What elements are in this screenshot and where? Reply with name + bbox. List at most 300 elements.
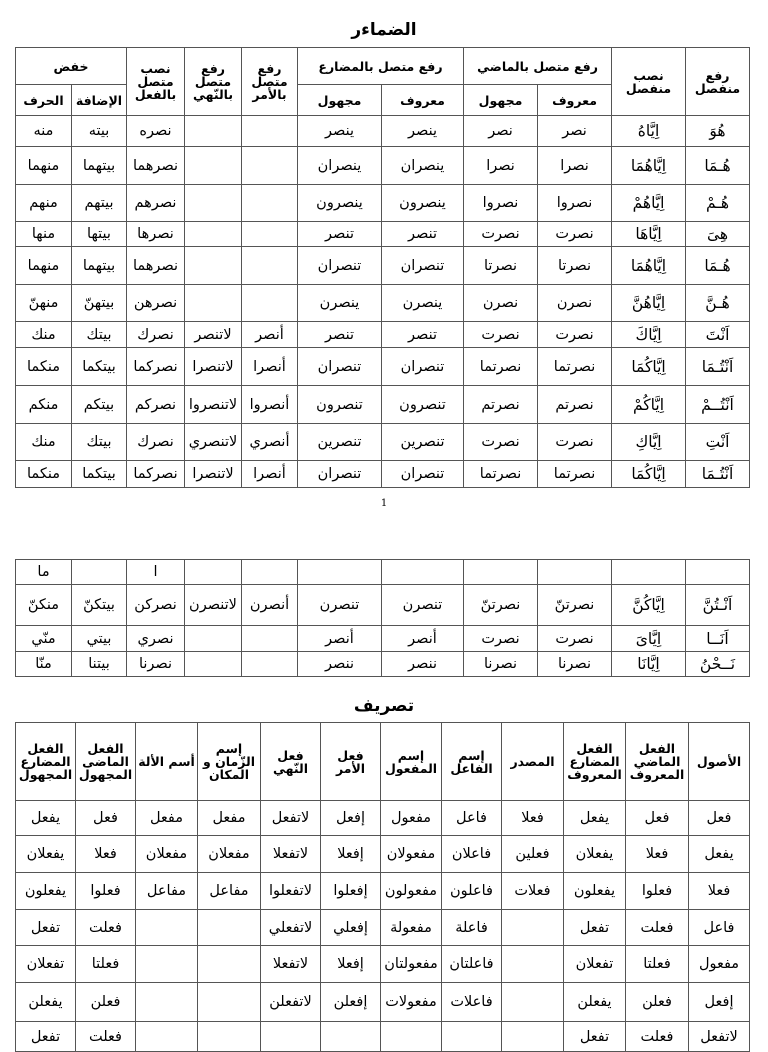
- table-cell: ينصرن: [298, 285, 382, 322]
- tasrif-header-cell: فعل الأمر: [321, 723, 381, 801]
- table-row: [16, 873, 750, 910]
- table-cell: تنصر: [298, 322, 382, 348]
- table-cell: فعلين: [502, 836, 564, 873]
- table-cell: [464, 560, 538, 585]
- table-cell: [136, 1022, 198, 1052]
- table-cell: [242, 626, 298, 652]
- header-row-1: [16, 48, 750, 85]
- table-cell: مفاعل: [136, 873, 198, 910]
- table-cell: نصركن: [127, 585, 185, 626]
- table-cell: [242, 560, 298, 585]
- header-raf-munfasil: رفع منفصل: [686, 48, 750, 116]
- table-cell: تفعلان: [16, 946, 76, 983]
- pronoun-cell: هُوَ: [686, 116, 750, 147]
- table-cell: [242, 116, 298, 147]
- table-cell: بيتها: [72, 222, 127, 247]
- pronouns-table: [15, 47, 750, 488]
- header-madi-majhul: مجهول: [464, 85, 538, 116]
- table-cell: يفعل: [689, 836, 750, 873]
- pronoun-cell: هُـنَّ: [686, 285, 750, 322]
- table-cell: منه: [16, 116, 72, 147]
- table-cell: لاتفعلا: [261, 946, 321, 983]
- table-cell: نصرهن: [127, 285, 185, 322]
- table-cell: نصرتما: [464, 461, 538, 488]
- table-row: [16, 1022, 750, 1052]
- table-cell: بيتك: [72, 322, 127, 348]
- table-cell: [242, 147, 298, 185]
- table-cell: فعلت: [626, 910, 689, 946]
- table-cell: نصرهما: [127, 147, 185, 185]
- table-cell: تفعل: [16, 910, 76, 946]
- table-cell: تنصرين: [298, 424, 382, 461]
- pronouns-body-continued: [16, 560, 750, 677]
- table-cell: فاعل: [442, 801, 502, 836]
- table-cell: منهما: [16, 147, 72, 185]
- tasrif-body: [16, 723, 750, 1052]
- table-cell: [136, 910, 198, 946]
- tasrif-header-cell: الفعل الماضى المجهول: [76, 723, 136, 801]
- table-cell: بيتهم: [72, 185, 127, 222]
- table-cell: فعلن: [626, 983, 689, 1022]
- table-cell: اِيَّاكِ: [612, 424, 686, 461]
- header-raf-nahy: رفع متصل بالنّهي: [185, 48, 242, 116]
- table-cell: تفعل: [16, 1022, 76, 1052]
- pronoun-cell: نَــحْنُ: [686, 652, 750, 677]
- table-cell: فعلات: [502, 873, 564, 910]
- table-cell: نصركما: [127, 348, 185, 386]
- table-cell: اِيَّاهُمَا: [612, 147, 686, 185]
- table-cell: [72, 560, 127, 585]
- table-cell: فاعلتان: [442, 946, 502, 983]
- table-row: [16, 424, 750, 461]
- table-cell: نصرن: [538, 285, 612, 322]
- tasrif-header-cell: إسم المفعول: [381, 723, 442, 801]
- table-cell: اِيَّاكُمَا: [612, 461, 686, 488]
- table-cell: [185, 626, 242, 652]
- table-cell: نصرها: [127, 222, 185, 247]
- table-cell: فعلا: [689, 873, 750, 910]
- tasrif-header-row: [16, 723, 750, 801]
- table-cell: منك: [16, 424, 72, 461]
- table-cell: إفعل: [321, 801, 381, 836]
- table-cell: فعلوا: [626, 873, 689, 910]
- table-cell: [502, 910, 564, 946]
- table-cell: إفعلي: [321, 910, 381, 946]
- table-cell: [242, 652, 298, 677]
- table-cell: فعلا: [76, 836, 136, 873]
- tasrif-header-cell: أسم الألة: [136, 723, 198, 801]
- table-cell: فاعل: [689, 910, 750, 946]
- table-cell: منّي: [16, 626, 72, 652]
- table-cell: أنصروا: [242, 386, 298, 424]
- header-idafa: الإضافة: [72, 85, 127, 116]
- table-cell: إفعلوا: [321, 873, 381, 910]
- table-cell: لاتفعلي: [261, 910, 321, 946]
- pronoun-cell: هُـمْ: [686, 185, 750, 222]
- table-cell: [242, 222, 298, 247]
- table-cell: نصرنا: [464, 652, 538, 677]
- table-cell: [502, 1022, 564, 1052]
- table-cell: اِيَّاكَ: [612, 322, 686, 348]
- header-raf-madi: رفع متصل بالماضي: [464, 48, 612, 85]
- table-cell: نصري: [127, 626, 185, 652]
- table-cell: بيتكما: [72, 461, 127, 488]
- table-cell: [612, 560, 686, 585]
- table-cell: منهما: [16, 247, 72, 285]
- table-cell: نصرتما: [464, 348, 538, 386]
- table-cell: تنصران: [298, 348, 382, 386]
- table-cell: نصرهما: [127, 247, 185, 285]
- table-cell: يفعلان: [16, 836, 76, 873]
- table-cell: لاتنصروا: [185, 386, 242, 424]
- header-harf: الحرف: [16, 85, 72, 116]
- table-cell: [185, 652, 242, 677]
- table-cell: اِيَّاكُمَا: [612, 348, 686, 386]
- table-row: [16, 626, 750, 652]
- table-cell: اِيَّاهَا: [612, 222, 686, 247]
- table-cell: تنصران: [298, 461, 382, 488]
- table-cell: أنصري: [242, 424, 298, 461]
- table-cell: نصرا: [538, 147, 612, 185]
- tasrif-header-cell: الأصول: [689, 723, 750, 801]
- table-cell: بيتكم: [72, 386, 127, 424]
- table-cell: نصرك: [127, 322, 185, 348]
- table-cell: فعلن: [76, 983, 136, 1022]
- pronoun-cell: [686, 560, 750, 585]
- tasrif-header-cell: المصدر: [502, 723, 564, 801]
- table-row: [16, 348, 750, 386]
- table-cell: يفعلن: [564, 983, 626, 1022]
- table-cell: تنصران: [382, 247, 464, 285]
- table-row: [16, 247, 750, 285]
- pronoun-cell: اَنْتُــمْ: [686, 386, 750, 424]
- table-cell: [242, 185, 298, 222]
- table-cell: مفعولون: [381, 873, 442, 910]
- header-mudari-majhul: مجهول: [298, 85, 382, 116]
- table-cell: لاتفعل: [689, 1022, 750, 1052]
- table-cell: منكما: [16, 461, 72, 488]
- pronoun-cell: هِىَ: [686, 222, 750, 247]
- table-cell: ينصر: [298, 116, 382, 147]
- table-cell: فعل: [626, 801, 689, 836]
- table-cell: [185, 222, 242, 247]
- table-cell: [185, 560, 242, 585]
- table-cell: بيتنا: [72, 652, 127, 677]
- table-cell: [198, 946, 261, 983]
- table-cell: أنصر: [298, 626, 382, 652]
- table-cell: نصرنا: [127, 652, 185, 677]
- tasrif-header-cell: إسم الزّمان و المكان: [198, 723, 261, 801]
- table-cell: لاتنصري: [185, 424, 242, 461]
- table-cell: نصره: [127, 116, 185, 147]
- table-cell: إفعلن: [321, 983, 381, 1022]
- table-cell: ينصر: [382, 116, 464, 147]
- table-cell: بيتكنّ: [72, 585, 127, 626]
- table-cell: لاتنصر: [185, 322, 242, 348]
- table-cell: ننصر: [382, 652, 464, 677]
- table-cell: نصرتنّ: [538, 585, 612, 626]
- table-cell: مفعول: [381, 801, 442, 836]
- table-cell: [382, 560, 464, 585]
- table-cell: اِيَّاىَ: [612, 626, 686, 652]
- pronouns-body: [16, 116, 750, 488]
- table-cell: [198, 910, 261, 946]
- table-cell: فعلت: [76, 910, 136, 946]
- header-mudari-maruf: معروف: [382, 85, 464, 116]
- table-row: [16, 461, 750, 488]
- pronoun-cell: هُـمَا: [686, 247, 750, 285]
- header-raf-amr: رفع متصل بالأمر: [242, 48, 298, 116]
- table-row: [16, 185, 750, 222]
- table-row: [16, 910, 750, 946]
- table-cell: نصرت: [538, 322, 612, 348]
- table-cell: فعلا: [626, 836, 689, 873]
- table-cell: اِيَّاهُمْ: [612, 185, 686, 222]
- table-cell: أنصرا: [242, 461, 298, 488]
- table-cell: ننصر: [298, 652, 382, 677]
- table-cell: تنصرون: [298, 386, 382, 424]
- table-cell: نصرتم: [464, 386, 538, 424]
- table-cell: [198, 1022, 261, 1052]
- table-cell: [502, 946, 564, 983]
- table-cell: تنصرن: [382, 585, 464, 626]
- table-cell: بيتهما: [72, 147, 127, 185]
- table-cell: فعلتا: [76, 946, 136, 983]
- table-cell: لاتفعلن: [261, 983, 321, 1022]
- table-cell: بيته: [72, 116, 127, 147]
- table-cell: أنصرن: [242, 585, 298, 626]
- table-cell: نصرتا: [464, 247, 538, 285]
- table-cell: أنصرا: [242, 348, 298, 386]
- table-row: [16, 116, 750, 147]
- page-number: 1: [380, 498, 388, 509]
- table-cell: ينصرون: [298, 185, 382, 222]
- table-cell: بيتكما: [72, 348, 127, 386]
- table-cell: مفعل: [136, 801, 198, 836]
- table-cell: [185, 247, 242, 285]
- pronoun-cell: اَنْتِ: [686, 424, 750, 461]
- table-cell: فاعلات: [442, 983, 502, 1022]
- table-cell: [136, 983, 198, 1022]
- header-raf-mudari: رفع متصل بالمضارع: [298, 48, 464, 85]
- table-cell: لاتفعلوا: [261, 873, 321, 910]
- pronouns-title: الضماءر: [351, 20, 417, 40]
- table-cell: فعلا: [502, 801, 564, 836]
- pronoun-cell: اَنَــا: [686, 626, 750, 652]
- table-cell: يفعلون: [16, 873, 76, 910]
- tasrif-header-cell: الفعل الماضي المعروف: [626, 723, 689, 801]
- table-cell: مفعل: [198, 801, 261, 836]
- table-cell: يفعل: [16, 801, 76, 836]
- table-cell: مفعولتان: [381, 946, 442, 983]
- tasrif-header-cell: الفعل المضارع المجهول: [16, 723, 76, 801]
- table-cell: فاعلة: [442, 910, 502, 946]
- pronoun-cell: اَنْتُـمَا: [686, 348, 750, 386]
- table-cell: نصر: [464, 116, 538, 147]
- table-cell: لاتنصرا: [185, 348, 242, 386]
- table-cell: نصرت: [464, 424, 538, 461]
- table-cell: ينصران: [298, 147, 382, 185]
- table-cell: اِيَّاهُمَا: [612, 247, 686, 285]
- table-cell: تنصر: [298, 222, 382, 247]
- header-khafd: خفض: [16, 48, 127, 85]
- table-cell: [185, 147, 242, 185]
- table-cell: [136, 946, 198, 983]
- table-cell: ينصرن: [382, 285, 464, 322]
- table-cell: [198, 983, 261, 1022]
- table-cell: تنصر: [382, 322, 464, 348]
- table-cell: منها: [16, 222, 72, 247]
- table-cell: تنصران: [382, 461, 464, 488]
- table-cell: بيتي: [72, 626, 127, 652]
- table-row: [16, 386, 750, 424]
- pronoun-cell: اَنْـتُنَّ: [686, 585, 750, 626]
- table-cell: لاتنصرن: [185, 585, 242, 626]
- table-cell: نصرت: [538, 222, 612, 247]
- table-row: [16, 585, 750, 626]
- table-cell: منكم: [16, 386, 72, 424]
- table-cell: مفاعل: [198, 873, 261, 910]
- table-cell: نصرهم: [127, 185, 185, 222]
- table-cell: اِيَّاهُ: [612, 116, 686, 147]
- table-cell: نصرت: [464, 222, 538, 247]
- table-cell: تنصران: [382, 348, 464, 386]
- table-cell: فعلت: [76, 1022, 136, 1052]
- tasrif-header-cell: فعل النّهي: [261, 723, 321, 801]
- table-cell: نصرن: [464, 285, 538, 322]
- table-cell: فعلت: [626, 1022, 689, 1052]
- table-cell: تفعل: [564, 1022, 626, 1052]
- table-cell: منكنّ: [16, 585, 72, 626]
- table-cell: [242, 247, 298, 285]
- table-cell: فعلتا: [626, 946, 689, 983]
- table-row: [16, 652, 750, 677]
- table-cell: نصر: [538, 116, 612, 147]
- table-cell: ينصران: [382, 147, 464, 185]
- table-row: [16, 322, 750, 348]
- table-cell: منكما: [16, 348, 72, 386]
- table-cell: نصرتنّ: [464, 585, 538, 626]
- table-cell: إفعلا: [321, 836, 381, 873]
- table-cell: تنصرين: [382, 424, 464, 461]
- tasrif-title: تصريف: [353, 696, 415, 716]
- table-cell: نصرتما: [538, 461, 612, 488]
- table-cell: مفعولان: [381, 836, 442, 873]
- table-cell: أنصر: [242, 322, 298, 348]
- table-cell: فعل: [689, 801, 750, 836]
- table-cell: منك: [16, 322, 72, 348]
- table-cell: نصرت: [538, 626, 612, 652]
- table-cell: نصروا: [538, 185, 612, 222]
- table-cell: نصركما: [127, 461, 185, 488]
- table-row: [16, 285, 750, 322]
- header-nasb-fil: نصب متصل بالفعل: [127, 48, 185, 116]
- pronoun-cell: اَنْتُـمَا: [686, 461, 750, 488]
- table-cell: لاتنصرا: [185, 461, 242, 488]
- pronouns-table-continued: [15, 559, 750, 677]
- table-cell: منهنّ: [16, 285, 72, 322]
- table-cell: [261, 1022, 321, 1052]
- table-cell: [185, 185, 242, 222]
- table-row: [16, 946, 750, 983]
- table-cell: اِيَّانَا: [612, 652, 686, 677]
- tasrif-table: [15, 722, 750, 1052]
- table-cell: إفعلا: [321, 946, 381, 983]
- table-cell: مفعولة: [381, 910, 442, 946]
- table-cell: يفعل: [564, 801, 626, 836]
- tasrif-header-cell: إسم الفاعل: [442, 723, 502, 801]
- table-row: [16, 983, 750, 1022]
- table-cell: [242, 285, 298, 322]
- table-cell: لاتفعل: [261, 801, 321, 836]
- table-cell: [298, 560, 382, 585]
- table-cell: فاعلون: [442, 873, 502, 910]
- table-cell: تنصر: [382, 222, 464, 247]
- table-cell: نصرت: [464, 626, 538, 652]
- table-cell: تفعل: [564, 910, 626, 946]
- table-cell: تنصرون: [382, 386, 464, 424]
- table-cell: نصركم: [127, 386, 185, 424]
- table-row: [16, 147, 750, 185]
- table-cell: [502, 983, 564, 1022]
- table-cell: [185, 285, 242, 322]
- table-row: [16, 222, 750, 247]
- table-cell: [442, 1022, 502, 1052]
- pronoun-cell: اَنْتَ: [686, 322, 750, 348]
- table-cell: مفعول: [689, 946, 750, 983]
- table-cell: نصرت: [538, 424, 612, 461]
- table-cell: مفعلان: [198, 836, 261, 873]
- table-row: [16, 560, 750, 585]
- table-row: [16, 801, 750, 836]
- table-cell: يفعلن: [16, 983, 76, 1022]
- table-cell: بيتك: [72, 424, 127, 461]
- table-cell: فاعلان: [442, 836, 502, 873]
- table-cell: [185, 116, 242, 147]
- table-cell: يفعلان: [564, 836, 626, 873]
- table-cell: [381, 1022, 442, 1052]
- table-cell: بيتهما: [72, 247, 127, 285]
- table-cell: منهم: [16, 185, 72, 222]
- table-cell: نصرك: [127, 424, 185, 461]
- header-nasb-munfasil: نصب منفصل: [612, 48, 686, 116]
- table-cell: اِيَّاهُنَّ: [612, 285, 686, 322]
- table-cell: تنصران: [298, 247, 382, 285]
- table-row: [16, 836, 750, 873]
- table-cell: أنصر: [382, 626, 464, 652]
- table-cell: بيتهنّ: [72, 285, 127, 322]
- table-cell: اِيَّاكُمْ: [612, 386, 686, 424]
- table-cell: نصرا: [464, 147, 538, 185]
- table-cell: ا: [127, 560, 185, 585]
- table-cell: [321, 1022, 381, 1052]
- table-cell: نصرنا: [538, 652, 612, 677]
- table-cell: مفعلان: [136, 836, 198, 873]
- tasrif-header-cell: الفعل المضارع المعروف: [564, 723, 626, 801]
- table-cell: تفعلان: [564, 946, 626, 983]
- table-cell: نصروا: [464, 185, 538, 222]
- table-cell: اِيَّاكُنَّ: [612, 585, 686, 626]
- table-cell: ينصرون: [382, 185, 464, 222]
- pronoun-cell: هُـمَا: [686, 147, 750, 185]
- table-cell: تنصرن: [298, 585, 382, 626]
- table-cell: نصرتما: [538, 348, 612, 386]
- table-cell: يفعلون: [564, 873, 626, 910]
- table-cell: نصرتا: [538, 247, 612, 285]
- table-cell: إفعل: [689, 983, 750, 1022]
- table-cell: فعلوا: [76, 873, 136, 910]
- table-cell: منّا: [16, 652, 72, 677]
